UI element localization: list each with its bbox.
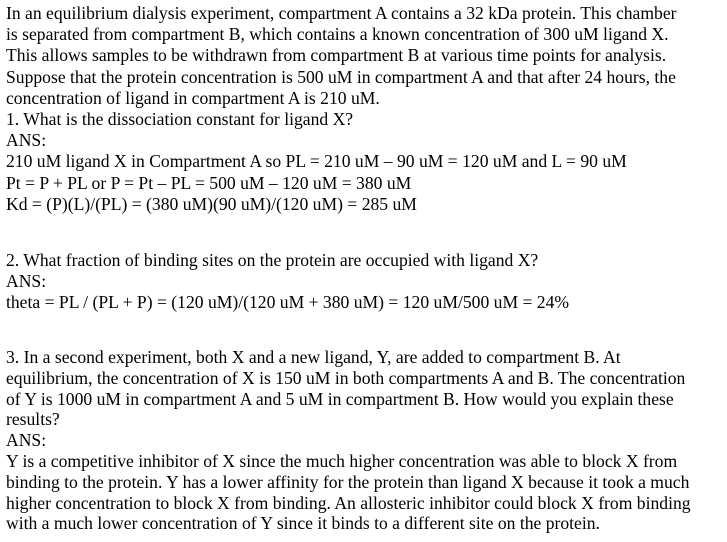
answer-line: Y is a competitive inhibitor of X since the much higher concentration was able to block X from: [6, 450, 678, 471]
question-1: 1. What is the dissociation constant for ligand X?: [6, 109, 354, 130]
question-3-line: results?: [6, 409, 60, 430]
intro-line: Suppose that the protein concentration is 500 uM in compartment A and that after 24 hours, the: [6, 66, 676, 87]
question-3-line: 3. In a second experiment, both X and a new ligand, Y, are added to compartment B. At: [6, 347, 621, 367]
answer-label: ANS:: [6, 130, 47, 151]
answer-label: ANS:: [6, 271, 47, 291]
question-3-line: of Y is 1000 uM in compartment A and 5 uM in compartment B. How would you explain these: [6, 388, 674, 409]
answer-line: with a much lower concentration of Y since it binds to a different site on the protein.: [6, 513, 600, 534]
question-3-line: equilibrium, the concentration of X is 150 uM in both compartments A and B. The concentration: [6, 367, 686, 388]
answer-line: theta = PL / (PL + P) = (120 uM)/(120 uM + 380 uM) = 120 uM/500 uM = 24%: [6, 292, 570, 312]
intro-line: In an equilibrium dialysis experiment, compartment A contains a 32 kDa protein. This chamber: [6, 3, 677, 23]
question-1-block: [6, 3, 725, 215]
answer-line: Kd = (P)(L)/(PL) = (380 uM)(90 uM)/(120 uM) = 285 uM: [6, 193, 417, 214]
answer-line: Pt = P + PL or P = Pt – PL = 500 uM – 120 uM = 380 uM: [6, 172, 412, 193]
intro-line: concentration of ligand in compartment A is 210 uM.: [6, 87, 380, 108]
answer-line: higher concentration to block X from binding. An allosteric inhibitor could block X from binding: [6, 492, 691, 513]
question-3-block: [6, 347, 725, 534]
answer-line: 210 uM ligand X in Compartment A so PL = 210 uM – 90 uM = 120 uM and L = 90 uM: [6, 151, 627, 172]
answer-label: ANS:: [6, 430, 47, 451]
intro-line: is separated from compartment B, which contains a known concentration of 300 uM ligand X.: [6, 24, 669, 45]
intro-line: This allows samples to be withdrawn from compartment B at various time points for analysis.: [6, 45, 667, 66]
answer-line: binding to the protein. Y has a lower affinity for the protein than ligand X because it took a much: [6, 471, 690, 492]
question-2-block: [6, 250, 725, 313]
question-2: 2. What fraction of binding sites on the protein are occupied with ligand X?: [6, 250, 539, 270]
